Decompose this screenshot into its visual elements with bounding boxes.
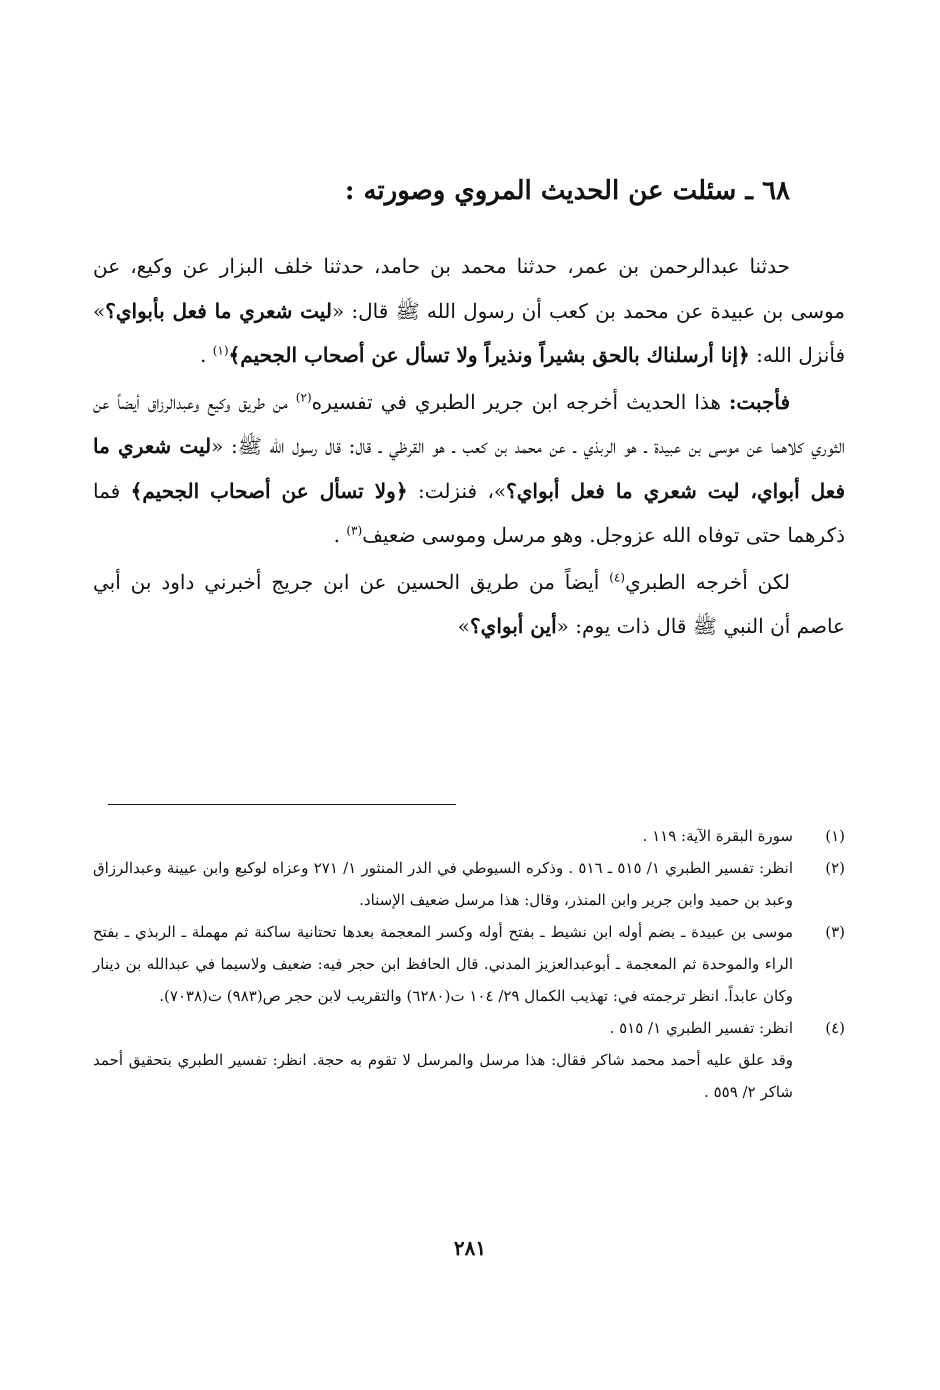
footnote-ref-2[interactable]: (٢) xyxy=(295,389,312,404)
paragraph-hadith xyxy=(93,244,845,378)
page-number: ٢٨١ xyxy=(453,1236,487,1260)
footnote-text: انظر: تفسير الطبري ١/ ٥١٥ . xyxy=(609,1019,793,1037)
answer-label: فأجبت: xyxy=(728,389,791,414)
bold-quote: أين أبواي؟ xyxy=(470,614,557,638)
footnote-text: سورة البقرة الآية: ١١٩ . xyxy=(642,827,793,845)
footnotes xyxy=(93,820,845,1108)
text-run: . xyxy=(333,523,347,547)
text-run: لكن أخرجه الطبري xyxy=(625,569,791,594)
text-run: فما ذكرهما حتى توفاه الله عزوجل. وهو مرسل وموسى ضعيف xyxy=(93,478,845,547)
paragraph-answer xyxy=(93,380,845,558)
footnote-ref-3[interactable]: (٣) xyxy=(346,523,363,538)
section-heading: ٦٨ ـ سئلت عن الحديث المروي وصورته : xyxy=(344,176,790,206)
quran-verse: ﴿إنا أرسلناك بالحق بشيراً ونذيراً ولا تسأل عن أصحاب الجحيم﴾ xyxy=(228,343,750,367)
footnote-item xyxy=(93,1012,845,1044)
footnote-number: (٤) xyxy=(825,1019,845,1037)
text-run: . xyxy=(199,343,213,367)
footnote-continuation: وقد علق عليه أحمد محمد شاكر فقال: هذا مرسل والمرسل لا تقوم به حجة. انظر: تفسير الطبري بتحقيق أحمد شاكر ٢/ ٥٥٩ . xyxy=(93,1051,793,1101)
text-run: أيضاً من طريق الحسين عن ابن جريج أخبرني داود بن أبي عاصم أن النبي ﷺ قال ذات يوم: « xyxy=(93,569,845,638)
quran-verse: ﴿ولا تسأل عن أصحاب الجحيم﴾ xyxy=(130,478,408,503)
footnote-text: موسى بن عبيدة ـ بضم أوله ابن نشيط ـ بفتح أوله وكسر المعجمة بعدها تحتانية ساكنة ثم مهملة ـ الربذي ـ بفتح الراء والموحدة ثم المعجمة ـ أبوعبدالعزيز المدني. قال الحافظ ابن حجر فيه: ضعيف ولاسيما في عبدالله بن دينار وكان عابداً. انظر ترجمته في: تهذيب الكمال ٢٩/ ١٠٤ ت(٦٢٨٠) والتقريب لابن حجر ص(٩٨٣) ت(٧٠٣٨). xyxy=(93,923,793,1005)
text-run: » xyxy=(457,614,471,638)
main-text xyxy=(93,244,845,649)
footnote-item xyxy=(93,916,845,1012)
text-run: »، فنزلت: xyxy=(407,478,507,503)
paragraph-continuation xyxy=(93,560,845,649)
footnote-number: (٣) xyxy=(825,923,845,941)
footnote-item xyxy=(93,852,845,916)
text-run: من طريق وكيع وعبدالرزاق أيضاً عن الثوري كلاهما عن موسى بن عبيدة ـ هو الربذي ـ عن محمد بن كعب ـ هو القرظي ـ قال: قال رسول الله ﷺ: « xyxy=(93,389,845,458)
bold-quote: ليت شعري ما فعل أبواي، ليت شعري ما فعل أبواي؟ xyxy=(93,434,845,503)
footnote-ref-1[interactable]: (١) xyxy=(212,343,229,358)
text-run: » فأنزل الله: xyxy=(93,298,845,367)
footnote-number: (١) xyxy=(825,827,845,845)
footnote-item xyxy=(93,820,845,852)
footnote-text: انظر: تفسير الطبري ١/ ٥١٥ ـ ٥١٦ . وذكره السيوطي في الدر المنثور ١/ ٢٧١ وعزاه لوكيع وابن عيينة وعبدالرزاق وعبد بن حميد وابن جرير وابن المنذر، وقال: هذا مرسل ضعيف الإسناد. xyxy=(93,859,793,909)
text-run: هذا الحديث أخرجه ابن جرير الطبري في تفسيره xyxy=(311,389,729,414)
text-run: حدثنا عبدالرحمن بن عمر، حدثنا محمد بن حامد، حدثنا خلف البزار عن وكيع، عن موسى بن عبيدة عن محمد بن كعب أن رسول الله ﷺ قال: « xyxy=(93,254,846,323)
footnote-separator xyxy=(108,804,456,805)
footnote-ref-4[interactable]: (٤) xyxy=(609,569,626,584)
bold-quote: ليت شعري ما فعل بأبواي؟ xyxy=(105,298,332,323)
footnote-number: (٢) xyxy=(825,859,845,877)
